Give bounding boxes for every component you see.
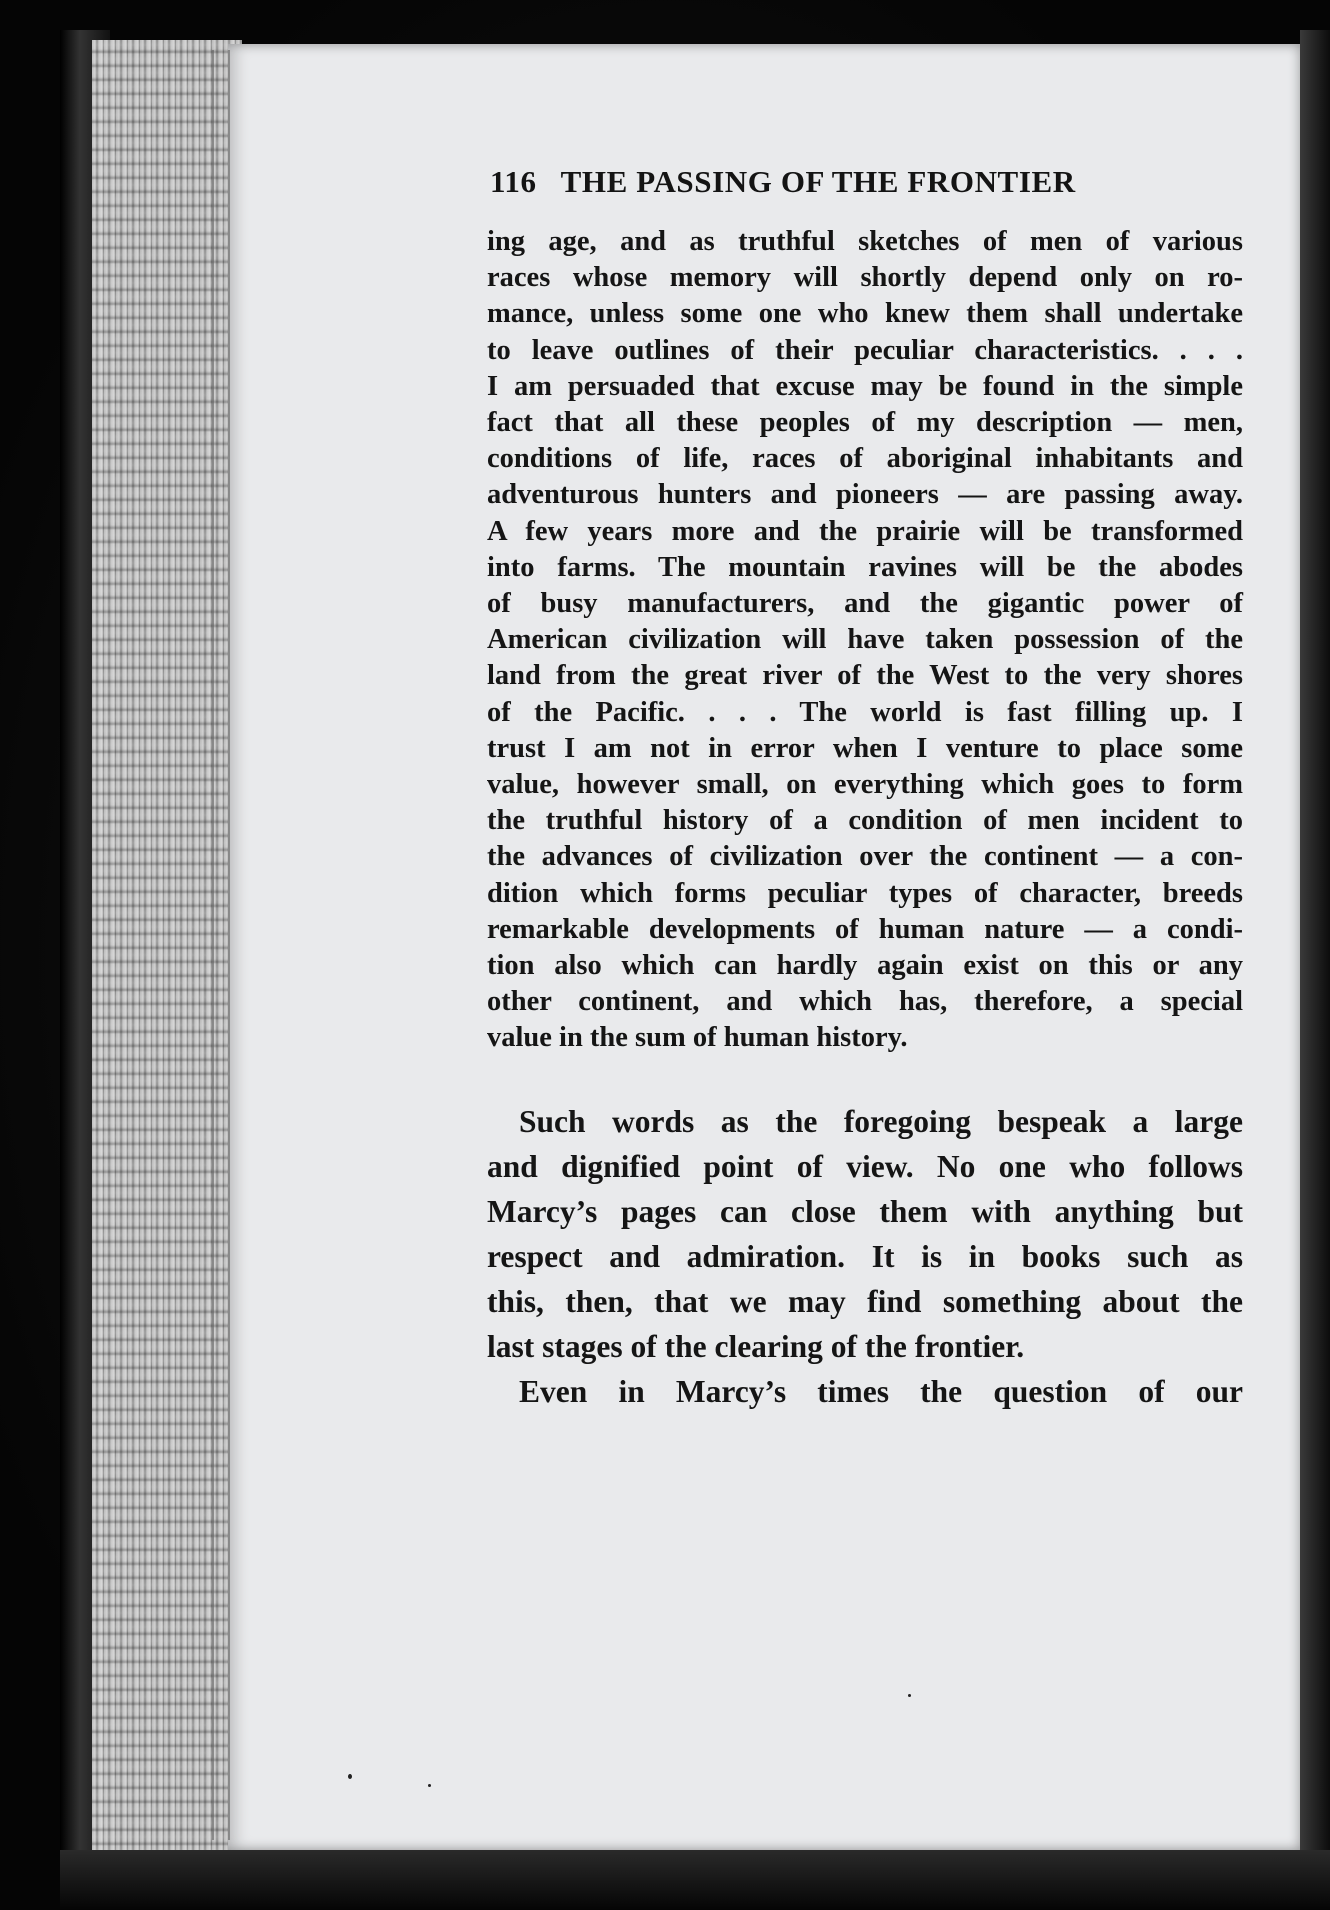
quote-line: of busy manufacturers, and the gigantic power of	[487, 588, 1243, 620]
paragraph-line: last stages of the clearing of the frontier.	[487, 1328, 1025, 1364]
paragraph	[487, 1369, 1243, 1414]
paragraph	[487, 1099, 1243, 1369]
quote-line: fact that all these peoples of my description — men,	[487, 407, 1243, 439]
quote-line: ing age, and as truthful sketches of men of various	[487, 226, 1243, 257]
page-fore-edge	[92, 40, 242, 1860]
quote-line: mance, unless some one who knew them shall undertake	[487, 298, 1243, 330]
paragraph-line: Even in Marcy’s times the question of our	[519, 1373, 1243, 1409]
paragraph-line: Such words as the foregoing bespeak a large	[519, 1103, 1243, 1139]
quote-line: dition which forms peculiar types of character, breeds	[487, 877, 1243, 909]
quote-line: tion also which can hardly again exist on this or any	[487, 950, 1243, 982]
quote-line: of the Pacific. . . . The world is fast filling up. I	[487, 696, 1243, 728]
page-right-edge	[1300, 30, 1330, 1910]
gutter-line	[228, 50, 230, 1840]
page-number: 116	[490, 164, 537, 199]
scan-speck	[908, 1694, 911, 1697]
quote-line: adventurous hunters and pioneers — are passing away.	[487, 479, 1243, 511]
quote-line: land from the great river of the West to the very shores	[487, 660, 1243, 692]
block-quote	[487, 224, 1243, 1057]
quote-line: value in the sum of human history.	[487, 1022, 908, 1054]
quote-line: conditions of life, races of aboriginal inhabitants and	[487, 443, 1243, 475]
quote-line: I am persuaded that excuse may be found in the simple	[487, 370, 1243, 402]
paragraph-line: Marcy’s pages can close them with anything but	[487, 1193, 1243, 1229]
scan-speck	[428, 1784, 431, 1787]
gutter-line	[212, 50, 214, 1840]
quote-line: the advances of civilization over the continent — a con-	[487, 841, 1243, 873]
quote-line: remarkable developments of human nature — a condi-	[487, 913, 1243, 945]
running-head	[490, 164, 1250, 200]
quote-line: trust I am not in error when I venture to place some	[487, 732, 1243, 764]
body-text	[487, 224, 1243, 1414]
quote-line: American civilization will have taken possession of the	[487, 624, 1243, 656]
quote-line: into farms. The mountain ravines will be the abodes	[487, 551, 1243, 583]
quote-line: A few years more and the prairie will be transformed	[487, 515, 1243, 547]
quote-line: to leave outlines of their peculiar characteristics. . . .	[487, 334, 1243, 366]
paragraph-line: this, then, that we may find something about the	[487, 1283, 1243, 1319]
scan-speck	[348, 1774, 352, 1779]
paragraph-line: respect and admiration. It is in books such as	[487, 1238, 1243, 1274]
page-bottom-edge	[60, 1850, 1330, 1910]
quote-line: value, however small, on everything which goes to form	[487, 769, 1243, 801]
paragraph-line: and dignified point of view. No one who follows	[487, 1148, 1243, 1184]
quote-line: other continent, and which has, therefore, a special	[487, 986, 1243, 1018]
quote-line: the truthful history of a condition of men incident to	[487, 805, 1243, 837]
quote-line: races whose memory will shortly depend only on ro-	[487, 262, 1243, 294]
running-title: THE PASSING OF THE FRONTIER	[560, 164, 1076, 199]
